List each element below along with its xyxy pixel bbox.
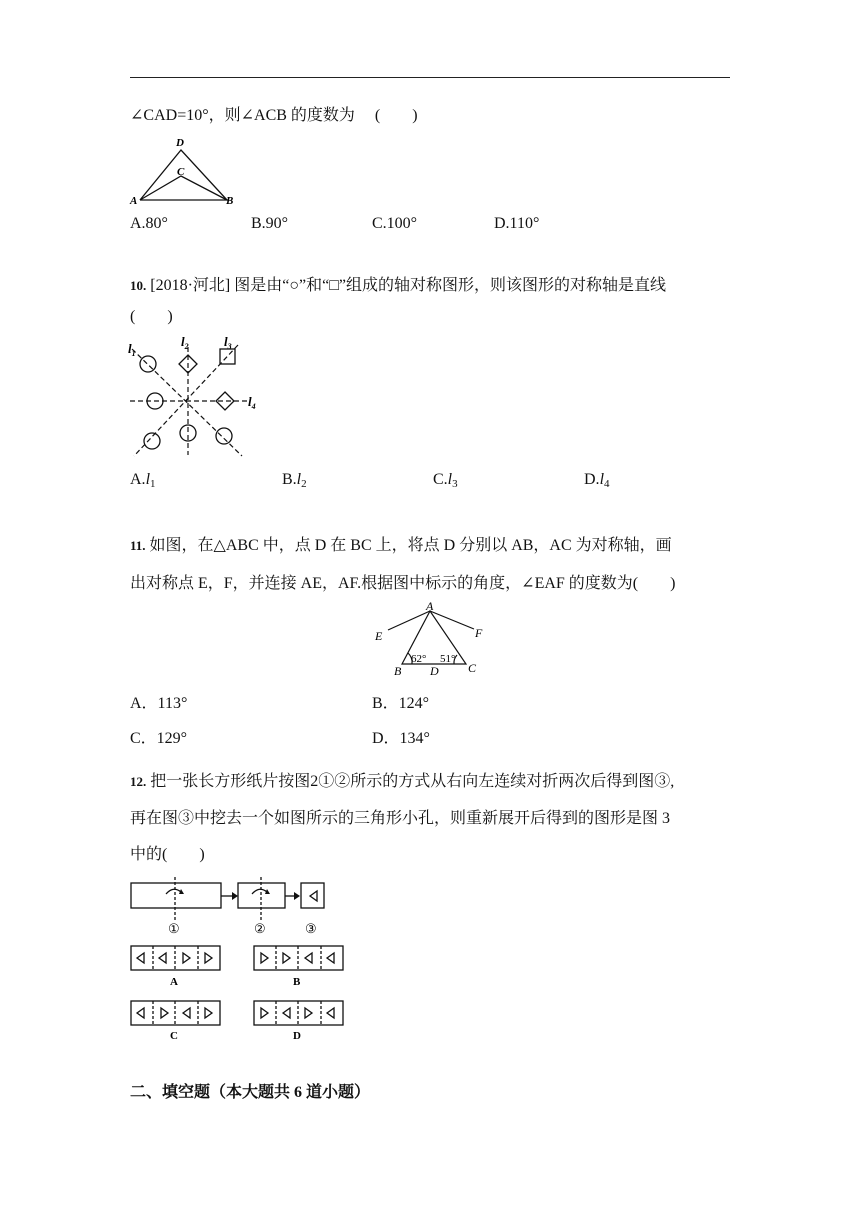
q11-label-a: A — [426, 599, 434, 613]
q11-label-d: D — [430, 664, 439, 678]
svg-text:l1 — [128, 341, 136, 358]
q11-option-d: D．134° — [372, 730, 430, 747]
q9-label-b: B — [226, 195, 234, 207]
q10-label-l4-sub: 4 — [251, 402, 256, 411]
svg-text:l4 — [248, 394, 256, 411]
q11-stem-line2: 出对称点 E，F，并连接 AE，AF.根据图中标示的角度，∠EAF 的度数为( ) — [130, 575, 676, 592]
q12-number: 12. — [130, 774, 147, 789]
q12-label-step3: ③ — [305, 921, 317, 936]
q12-label-opt-a: A — [170, 976, 178, 988]
q9-option-c: C.100° — [372, 215, 418, 232]
q12-label-step1: ① — [168, 921, 180, 936]
q10-option-a: $A.l_1$ — [130, 471, 156, 490]
q11-label-e: E — [375, 629, 383, 643]
q9-option-b: B.90° — [251, 215, 289, 232]
q9-stem: ∠CAD=10°，则∠ACB 的度数为 ( ) — [130, 107, 418, 124]
q12-stem-line2: 再在图③中挖去一个如图所示的三角形小孔，则重新展开后得到的图形是图 3 — [130, 810, 671, 827]
q11-angle-c: 51° — [440, 653, 456, 665]
q11-option-b: B．124° — [372, 695, 430, 712]
q10-stem-line2: ( ) — [130, 308, 173, 325]
svg-text:l2 — [181, 334, 189, 351]
section2-heading: 二、填空题（本大题共 6 道小题） — [130, 1084, 371, 1101]
q12-label-opt-d: D — [293, 1030, 301, 1042]
svg-text:l3 — [224, 334, 232, 351]
q10-number: 10. — [130, 278, 147, 293]
q12-folding-figure — [128, 876, 360, 1046]
q9-option-a: A.80° — [130, 215, 168, 232]
q10-label-l1-sub: 1 — [131, 349, 136, 358]
q10-stem-text: [2018·河北] 图是由“○”和“□”组成的轴对称图形，则该图形的对称轴是直线 — [150, 277, 666, 294]
q12-label-opt-c: C — [170, 1030, 178, 1042]
q10-symmetry-figure — [126, 335, 266, 459]
q11-label-b: B — [394, 664, 402, 678]
q11-label-c: C — [468, 661, 477, 675]
q9-label-c: C — [177, 166, 185, 178]
q11-angle-b: 62° — [411, 653, 427, 665]
q12-stem-line3: 中的( ) — [130, 846, 205, 863]
q10-option-c: $C.l_3$ — [433, 471, 458, 490]
q11-option-a: A．113° — [130, 695, 188, 712]
q11-option-c: C．129° — [130, 730, 188, 747]
q12-stem-text: 把一张长方形纸片按图2①②所示的方式从右向左连续对折两次后得到图③, — [150, 773, 675, 790]
q11-stem-line1 — [130, 536, 672, 556]
q12-label-step2: ② — [254, 921, 266, 936]
q9-option-d: D.110° — [494, 215, 540, 232]
q12-stem-line1 — [130, 772, 674, 792]
q10-option-b: $B.l_2$ — [282, 471, 307, 490]
q11-number: 11. — [130, 538, 146, 553]
q10-option-d: $D.l_4$ — [584, 471, 610, 490]
q12-label-opt-b: B — [293, 976, 301, 988]
q11-stem-text: 如图，在△ABC 中，点 D 在 BC 上，将点 D 分别以 AB，AC 为对称轴，画 — [149, 537, 672, 554]
q9-triangle-figure — [128, 136, 240, 208]
q10-label-l3-sub: 3 — [227, 342, 232, 351]
q10-label-l4: l — [248, 394, 252, 409]
q9-label-d: D — [176, 137, 184, 149]
q10-label-l3: l — [224, 334, 228, 349]
q10-label-l2: l — [181, 334, 185, 349]
q11-triangle-figure — [372, 599, 492, 678]
q11-label-f: F — [475, 626, 483, 640]
q10-label-l2-sub: 2 — [184, 342, 189, 351]
q9-label-a: A — [130, 195, 138, 207]
q10-stem-line1 — [130, 276, 666, 296]
header-rule — [130, 77, 730, 78]
q10-label-l1: l — [128, 341, 132, 356]
